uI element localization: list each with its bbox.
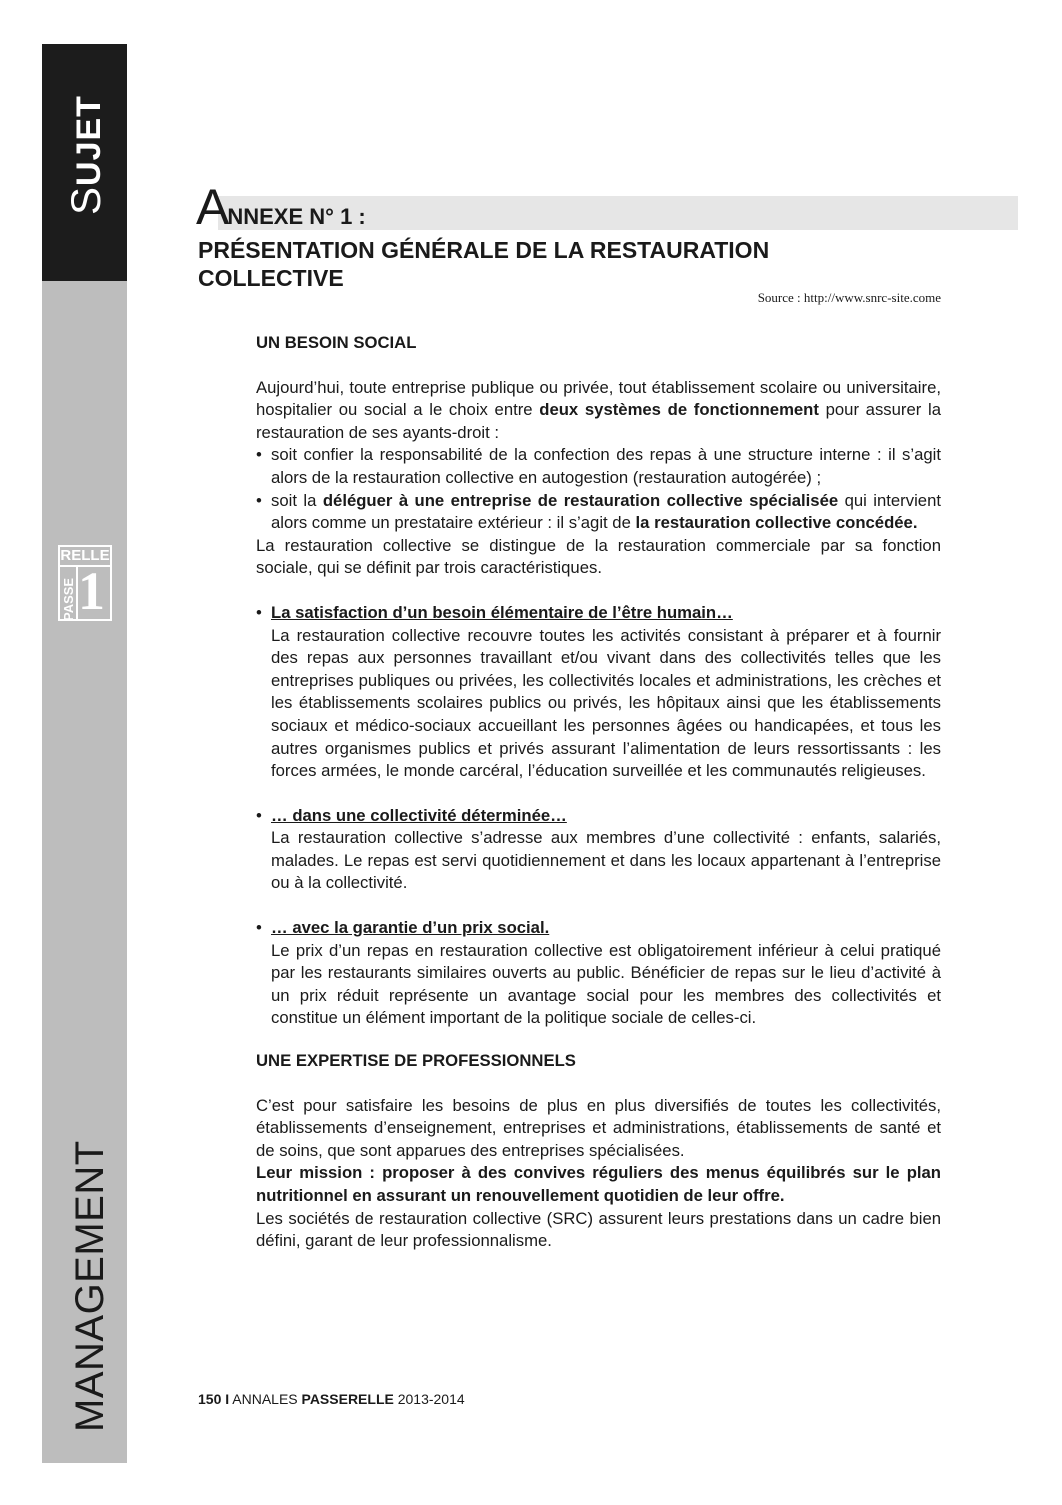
source-citation: Source : http://www.snrc-site.come [757, 290, 941, 305]
point-title: … dans une collectivité déterminée… [271, 805, 567, 825]
feature-point: • … avec la garantie d’un prix social. Le prix d’un repas en restauration collective est obligatoirement inférieur à celui pratiqué par les restaurants similaires ouverts au public. Bénéficier de repas sur le lieu d’activité à un prix réduit représente un avantage social pour les membres des collectivités et constitue un élément important de la politique sociale de celles-ci. [256, 918, 941, 1028]
feature-point: • La satisfaction d’un besoin élémentaire de l’être humain… La restauration collective recouvre toutes les activités consistant à préparer et à fournir des repas aux personnes travaillant et/ou vivant dans des collectivités telles que les entreprises publiques ou privées, les collectivités locales et administrations, les crèches et les établissements scolaires publics ou privés, les hôpitaux ainsi que les établissements sociaux et médico-sociaux accueillant les personnes âgées ou handicapées, et tous les autres organismes publics et privés assurant l’alimentation de leurs ressortissants : les forces armées, le monde carcéral, l’éducation surveillée et les communautés religieuses. [256, 602, 941, 781]
point-title: … avec la garantie d’un prix social. [271, 918, 550, 938]
document-body [256, 332, 941, 1253]
section-heading: UNE EXPERTISE DE PROFESSIONNELS [256, 1051, 576, 1071]
section-heading: UN BESOIN SOCIAL [256, 333, 417, 352]
annexe-title: ANNEXE N° 1 : [196, 179, 366, 235]
list-item: • soit la déléguer à une entreprise de restauration collective spécialisée qui intervient alors comme un prestataire extérieur : il s’agit de la restauration collective concédée. [256, 490, 941, 533]
point-text: La restauration collective recouvre toutes les activités consistant à préparer et à fournir des repas aux personnes travaillant et/ou vivant dans des collectivités telles que les entreprises publiques ou privées, les collectivités locales et administrations, les crèches et les établissements scolaires publics ou privés, les hôpitaux ainsi que les établissements sociaux et médico-sociaux accueillant les personnes âgées ou handicapées, et tous les autres organismes publics et privés assurant l’alimentation de leurs ressortissants : les forces armées, le monde carcéral, l’éducation surveillée et les communautés religieuses. [271, 625, 941, 781]
mission-paragraph: Leur mission : proposer à des convives réguliers des menus équilibrés sur le plan nutritionnel en assurant un renouvellement quotidien de leur offre. [256, 1163, 941, 1205]
section-label-management: MANAGEMENT [68, 1140, 112, 1432]
annexe-subtitle: PRÉSENTATION GÉNÉRALE DE LA RESTAURATION COLLECTIVE [198, 237, 770, 291]
logo-number: 1 [78, 561, 105, 621]
feature-point: • … dans une collectivité déterminée… La restauration collective s’adresse aux membres d’une collectivité : enfants, salariés, malades. Le repas est servi quotidiennement et dans les locaux appartenant à l’entreprise ou à la collectivité. [256, 805, 941, 893]
paragraph: C’est pour satisfaire les besoins de plus en plus diversifiés de toutes les collectivités, établissements d’enseignement, entreprises et administrations, établissements de santé et de soins, que sont apparues des entreprises spécialisées. [256, 1095, 941, 1160]
intro-paragraph: Aujourd’hui, toute entreprise publique ou privée, tout établissement scolaire ou universitaire, hospitalier ou social a le choix entre deux systèmes de fonctionnement pour assurer la restauration de ses ayants-droit : [256, 377, 941, 442]
page-footer: 150 I ANNALES PASSERELLE 2013-2014 [198, 1391, 465, 1407]
logo-passe: PASSE [61, 577, 76, 621]
outro-paragraph: La restauration collective se distingue de la restauration commerciale par sa fonction sociale, qui se définit par trois caractéristiques. [256, 535, 941, 578]
point-title: La satisfaction d’un besoin élémentaire de l’être humain… [271, 602, 733, 622]
passerelle-logo [58, 545, 112, 621]
point-text: Le prix d’un repas en restauration collective est obligatoirement inférieur à celui pratiqué par les restaurants similaires ouverts au public. Bénéficier de repas sur le lieu d’activité à un prix réduit représente un avantage social pour les membres des collectivités et constitue un élément important de la politique sociale de celles-ci. [271, 940, 941, 1028]
section-label-sujet: SUJET [62, 95, 109, 215]
paragraph: Les sociétés de restauration collective (SRC) assurent leurs prestations dans un cadre bien défini, garant de leur professionnalisme. [256, 1208, 941, 1251]
list-item: • soit confier la responsabilité de la confection des repas à une structure interne : il s’agit alors de la restauration collective en autogestion (restauration autogérée) ; [256, 445, 941, 487]
point-text: La restauration collective s’adresse aux membres d’une collectivité : enfants, salariés, malades. Le repas est servi quotidiennement et dans les locaux appartenant à l’entreprise ou à la collectivité. [271, 828, 941, 893]
logo-relle: RELLE [60, 547, 110, 567]
